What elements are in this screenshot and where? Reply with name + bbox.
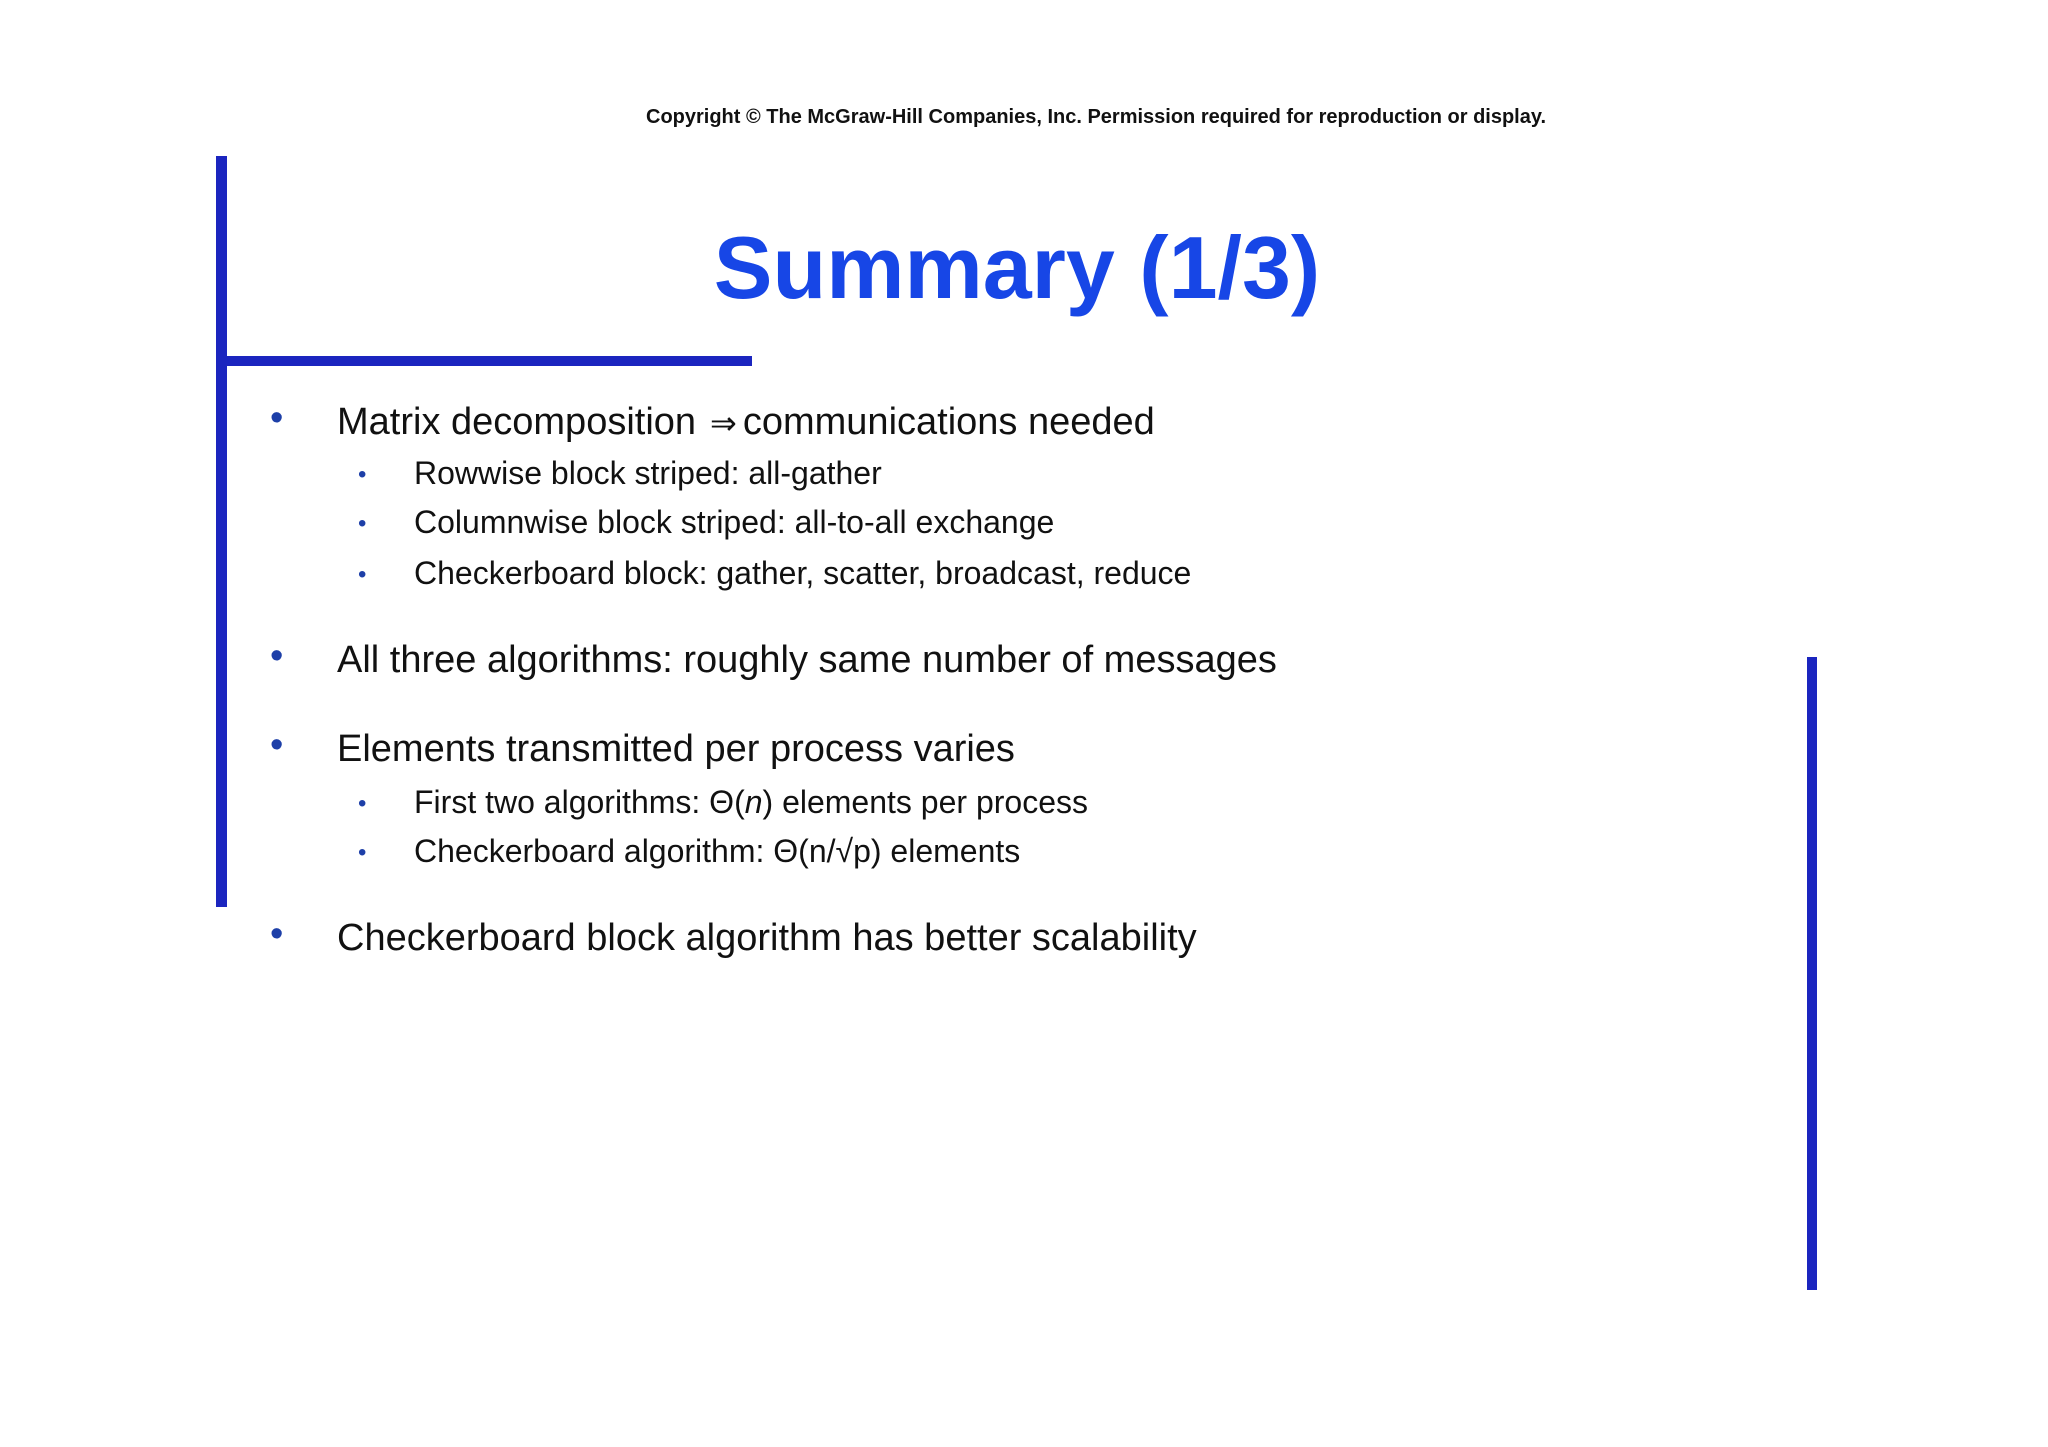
bullet-text: Elements transmitted per process varies [337,728,1015,770]
bullet-text-before: Matrix decomposition [337,401,697,443]
bullet-text [337,400,1155,445]
sub-bullet-dot: • [358,839,367,866]
sub-bullet-dot: • [358,561,367,588]
sub-bullet-dot: • [358,790,367,817]
sub-bullet-text: Columnwise block striped: all-to-all exchange [414,504,1055,540]
bullet-text-after: communications needed [742,401,1155,443]
bullet-dot: • [270,913,284,955]
sub-bullet-text-after: ) elements per process [762,784,1088,820]
slide-title-text: Summary (1/3) [713,218,1321,317]
sub-bullet-text: Checkerboard algorithm: Θ(n/√p) elements [414,833,1021,869]
sub-bullet-dot: • [358,510,367,537]
implies-arrow-icon: ⇒ [710,404,737,442]
bullet-dot: • [270,397,284,439]
variable-n: n [744,784,763,820]
bullet-dot: • [270,724,284,766]
right-vertical-bar [1807,657,1817,1290]
sub-bullet-text: Rowwise block striped: all-gather [414,455,882,491]
slide-title [0,218,2048,318]
sub-bullet-text [414,783,1088,821]
sub-bullet-dot: • [358,461,367,488]
sub-bullet-text: Checkerboard block: gather, scatter, broadcast, reduce [414,555,1192,591]
bullet-text: All three algorithms: roughly same number of messages [337,639,1277,681]
bullet-dot: • [270,635,284,677]
copyright-notice: Copyright © The McGraw-Hill Companies, Inc. Permission required for reproduction or display. [646,106,1547,128]
left-horizontal-bar [216,356,752,366]
bullet-text: Checkerboard block algorithm has better scalability [337,917,1197,959]
sub-bullet-text-before: First two algorithms: Θ( [414,784,745,820]
